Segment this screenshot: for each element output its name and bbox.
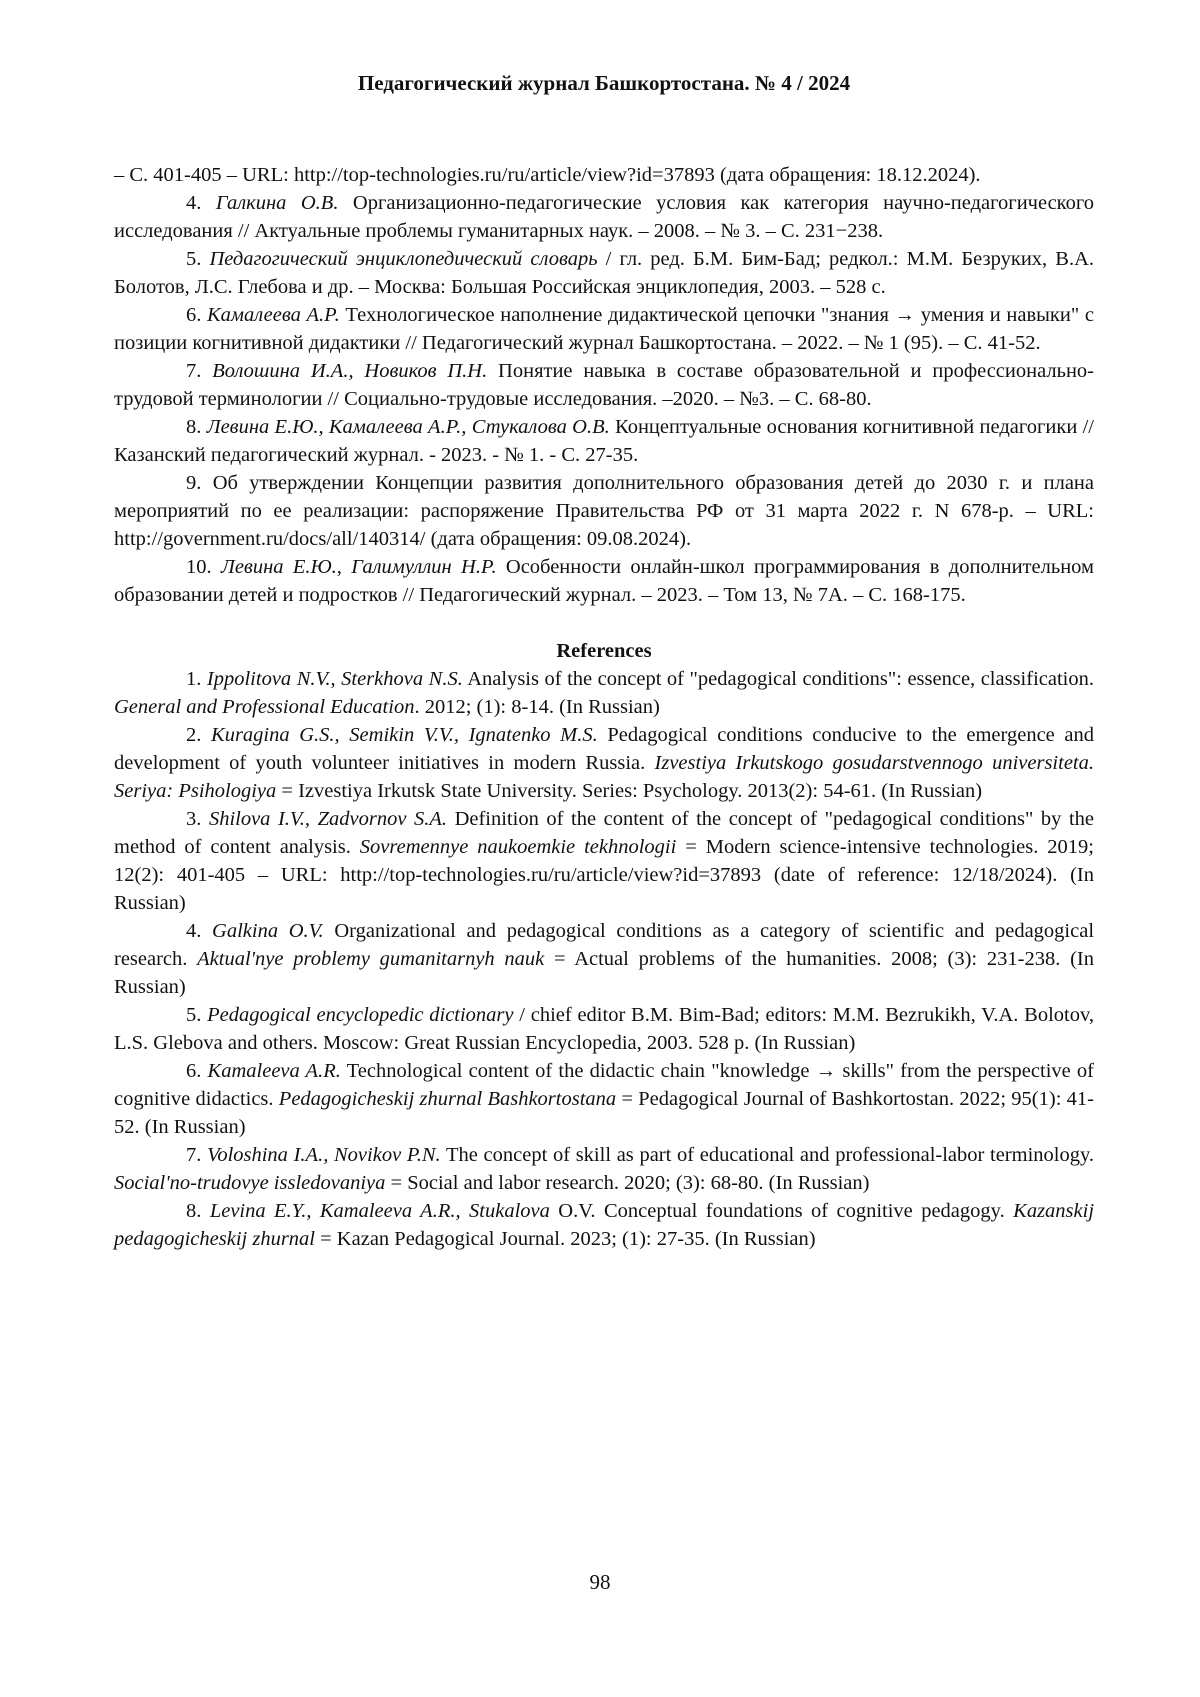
reference-authors: Левина Е.Ю., Камалеева А.Р., Стукалова О.В. — [207, 416, 610, 438]
reference-journal: Kazanskij pedagogicheskij zhurnal — [114, 1200, 1094, 1250]
reference-journal: Pedagogicheskij zhurnal Bashkortostana — [279, 1088, 616, 1110]
reference-item: 2. Kuragina G.S., Semikin V.V., Ignatenko M.S. Pedagogical conditions conducive to the emergence and development of youth volunteer initiatives in modern Russia. Izvestiya Irkutskogo gosudarstvennogo universiteta. Seriya: Psihologiya = Izvestiya Irkutsk State University. Series: Psychology. 2013(2): 54-61. (In Russian) — [114, 721, 1094, 805]
reference-authors: Ippolitova N.V. — [207, 668, 331, 690]
russian-reference-list — [114, 161, 1094, 609]
reference-item: 7. Волошина И.А., Новиков П.Н. Понятие навыка в составе образовательной и профессионально-трудовой терминологии // Социально-трудовые исследования. –2020. – №3. – С. 68-80. — [114, 357, 1094, 413]
reference-item: 8. Левина Е.Ю., Камалеева А.Р., Стукалова О.В. Концептуальные основания когнитивной педагогики // Казанский педагогический журнал. - 2023. - № 1. - С. 27-35. — [114, 413, 1094, 469]
reference-item: 5. Pedagogical encyclopedic dictionary / chief editor B.M. Bim-Bad; editors: M.M. Bezrukikh, V.A. Bolotov, L.S. Glebova and others. Moscow: Great Russian Encyclopedia, 2003. 528 p. (In Russian) — [114, 1001, 1094, 1057]
reference-authors: Камалеева А.Р. — [207, 304, 340, 326]
reference-item: 4. Galkina O.V. Organizational and pedagogical conditions as a category of scientific and pedagogical research. Aktual'nye problemy gumanitarnyh nauk = Actual problems of the humanities. 2008; (3): 231-238. (In Russian) — [114, 917, 1094, 1001]
reference-item: 9. Об утверждении Концепции развития дополнительного образования детей до 2030 г. и плана мероприятий по ее реализации: распоряжение Правительства РФ от 31 марта 2022 г. N 678-р. – URL: http://government.ru/docs/all/140314/ (дата обращения: 09.08.2024). — [114, 469, 1094, 553]
reference-authors: Pedagogical encyclopedic dictionary — [207, 1004, 513, 1026]
reference-authors: Kuragina G.S., Semikin V.V., Ignatenko M.S. — [211, 724, 598, 746]
reference-continuation: – С. 401-405 – URL: http://top-technologies.ru/ru/article/view?id=37893 (дата обращения: 18.12.2024). — [114, 161, 1094, 189]
reference-item: 6. Kamaleeva A.R. Technological content of the didactic chain "knowledge → skills" from the perspective of cognitive didactics. Pedagogicheskij zhurnal Bashkortostana = Pedagogical Journal of Bashkortostan. 2022; 95(1): 41-52. (In Russian) — [114, 1057, 1094, 1141]
reference-journal: Izvestiya Irkutskogo gosudarstvennogo universiteta. Seriya: Psihologiya — [114, 752, 1094, 802]
english-reference-list — [114, 665, 1094, 1253]
reference-authors: Shilova I.V., Zadvornov S.A. — [209, 808, 447, 830]
reference-authors: Galkina O.V. — [212, 920, 324, 942]
reference-authors: Галкина О.В. — [216, 192, 339, 214]
reference-item: 8. Levina E.Y., Kamaleeva A.R., Stukalova O.V. Conceptual foundations of cognitive pedagogy. Kazanskij pedagogicheskij zhurnal = Kazan Pedagogical Journal. 2023; (1): 27-35. (In Russian) — [114, 1197, 1094, 1253]
reference-item: 3. Shilova I.V., Zadvornov S.A. Definition of the content of the concept of "pedagogical conditions" by the method of content analysis. Sovremennye naukoemkie tekhnologii = Modern science-intensive technologies. 2019; 12(2): 401-405 – URL: http://top-technologies.ru/ru/article/view?id=37893 (date of reference: 12/18/2024). (In Russian) — [114, 805, 1094, 917]
reference-authors: Levina E.Y., Kamaleeva A.R., Stukalova — [210, 1200, 550, 1222]
references-heading: References — [114, 637, 1094, 665]
reference-authors: Волошина И.А., Новиков П.Н. — [212, 360, 487, 382]
reference-journal: Social'no-trudovye issledovaniya — [114, 1172, 385, 1194]
reference-journal: General and Professional Education — [114, 696, 414, 718]
reference-item: 7. Voloshina I.A., Novikov P.N. The concept of skill as part of educational and professional-labor terminology. Social'no-trudovye issledovaniya = Social and labor research. 2020; (3): 68-80. (In Russian) — [114, 1141, 1094, 1197]
document-page — [0, 0, 1200, 1697]
reference-item: 5. Педагогический энциклопедический словарь / гл. ред. Б.М. Бим-Бад; редкол.: М.М. Безруких, В.А. Болотов, Л.С. Глебова и др. – Москва: Большая Российская энциклопедия, 2003. – 528 с. — [114, 245, 1094, 301]
reference-item: 4. Галкина О.В. Организационно-педагогические условия как категория научно-педагогического исследования // Актуальные проблемы гуманитарных наук. – 2008. – № 3. – С. 231−238. — [114, 189, 1094, 245]
reference-item: 6. Камалеева А.Р. Технологическое наполнение дидактической цепочки "знания → умения и навыки" с позиции когнитивной дидактики // Педагогический журнал Башкортостана. – 2022. – № 1 (95). – С. 41-52. — [114, 301, 1094, 357]
reference-item: 1. Ippolitova N.V., Sterkhova N.S. Analysis of the concept of "pedagogical conditions": essence, classification. General and Professional Education. 2012; (1): 8-14. (In Russian) — [114, 665, 1094, 721]
page-number: 98 — [0, 1569, 1200, 1595]
reference-authors: Левина Е.Ю., Галимуллин Н.Р. — [221, 556, 497, 578]
reference-journal: Aktual'nye problemy gumanitarnyh nauk — [197, 948, 544, 970]
running-header: Педагогический журнал Башкортостана. № 4 / 2024 — [114, 70, 1094, 96]
reference-item: 10. Левина Е.Ю., Галимуллин Н.Р. Особенности онлайн-школ программирования в дополнительном образовании детей и подростков // Педагогический журнал. – 2023. – Том 13, № 7А. – С. 168-175. — [114, 553, 1094, 609]
reference-authors: Voloshina I.A., Novikov P.N. — [207, 1144, 441, 1166]
reference-authors: Kamaleeva A.R. — [208, 1060, 341, 1082]
reference-journal: Sovremennye naukoemkie tekhnologii — [360, 836, 677, 858]
reference-authors: Педагогический энциклопедический словарь — [209, 248, 597, 270]
